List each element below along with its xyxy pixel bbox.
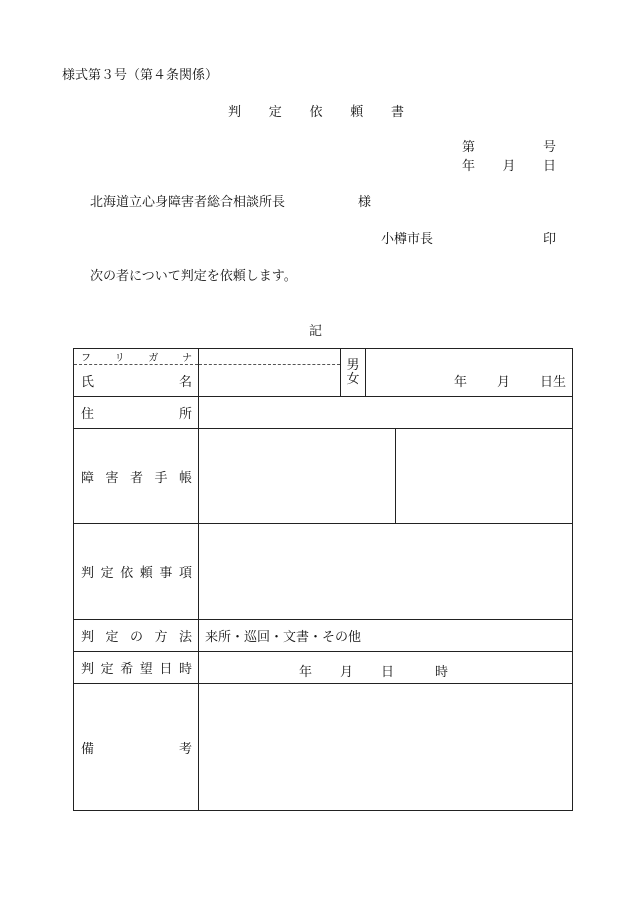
form-id: 様式第３号（第４条関係） xyxy=(62,68,219,83)
title-char: 依 xyxy=(309,105,323,120)
remarks-label-char: 考 xyxy=(178,741,192,757)
name-label-char: 名 xyxy=(178,375,192,390)
name-row xyxy=(74,349,573,397)
method-label-char: 法 xyxy=(178,630,192,645)
desired-date-label-char: 判 xyxy=(81,662,95,677)
number-prefix: 第 xyxy=(462,140,476,155)
request-text: 次の者について判定を依頼します。 xyxy=(90,269,297,284)
name-field[interactable] xyxy=(199,365,340,396)
request-items-label-char: 頼 xyxy=(139,566,153,581)
name-label xyxy=(74,365,198,396)
address-label-char: 住 xyxy=(81,407,95,422)
request-items-label-cell xyxy=(74,524,199,620)
handbook-label-char: 手 xyxy=(154,470,168,486)
request-items-label-char: 事 xyxy=(159,566,173,581)
birth-year: 年 xyxy=(453,375,467,390)
desired-date-label-cell xyxy=(74,652,199,684)
desired-date-label-char: 日 xyxy=(159,662,173,677)
desired-date-label-char: 時 xyxy=(178,662,192,677)
birth-day: 日生 xyxy=(540,375,567,390)
title-char: 定 xyxy=(268,105,282,120)
method-label-char: の xyxy=(129,630,143,645)
request-items-label-char: 項 xyxy=(178,566,192,581)
birth-month: 月 xyxy=(496,375,510,390)
title-char: 書 xyxy=(390,105,404,120)
furigana-char: ガ xyxy=(148,353,159,364)
title-char: 判 xyxy=(228,105,242,120)
sex-cell[interactable] xyxy=(341,349,366,397)
method-field[interactable] xyxy=(199,620,573,652)
method-label-char: 判 xyxy=(81,630,95,645)
handbook-label-char: 障 xyxy=(81,470,95,486)
handbook-field-left[interactable] xyxy=(199,429,396,524)
request-items-label-char: 依 xyxy=(120,566,134,581)
date-day: 日 xyxy=(542,159,556,174)
date-year: 年 xyxy=(462,159,476,174)
desired-day: 日 xyxy=(381,664,395,680)
request-items-row xyxy=(74,524,573,620)
method-label-cell xyxy=(74,620,199,652)
addressee-name: 北海道立心身障害者総合相談所長 xyxy=(90,195,286,210)
desired-time: 時 xyxy=(435,664,449,680)
desired-date-row xyxy=(74,652,573,684)
desired-date-label-char: 望 xyxy=(139,662,153,677)
sex-female: 女 xyxy=(346,371,360,387)
remarks-label-cell xyxy=(74,684,199,811)
handbook-field-right[interactable] xyxy=(396,429,573,524)
method-options: 来所・巡回・文書・その他 xyxy=(205,630,362,645)
ki-heading: 記 xyxy=(309,324,323,339)
date-month: 月 xyxy=(502,159,516,174)
desired-year: 年 xyxy=(299,664,313,680)
address-label-char: 所 xyxy=(178,407,192,422)
seal-mark: 印 xyxy=(543,232,557,247)
address-row xyxy=(74,397,573,429)
handbook-label-char: 者 xyxy=(129,470,143,486)
handbook-row xyxy=(74,429,573,524)
method-label-char: 定 xyxy=(105,630,119,645)
furigana-label xyxy=(74,349,198,365)
addressee-honorific: 様 xyxy=(358,195,372,210)
address-field[interactable] xyxy=(199,397,573,429)
desired-date-label-char: 希 xyxy=(120,662,134,677)
furigana-field[interactable] xyxy=(199,349,340,365)
method-label-char: 方 xyxy=(154,630,168,645)
document-number xyxy=(462,141,556,154)
sender-name: 小樽市長 xyxy=(381,232,434,247)
document-title xyxy=(228,106,404,119)
furigana-char: フ xyxy=(81,353,91,364)
remarks-label-char: 備 xyxy=(81,741,95,757)
number-suffix: 号 xyxy=(542,140,556,155)
furigana-char: ナ xyxy=(181,353,192,364)
desired-month: 月 xyxy=(340,664,354,680)
document-date xyxy=(462,160,556,173)
title-char: 頼 xyxy=(350,105,364,120)
request-items-label-char: 定 xyxy=(100,566,114,581)
desired-date-label-char: 定 xyxy=(100,662,114,677)
remarks-field[interactable] xyxy=(199,684,573,811)
sex-male: 男 xyxy=(346,357,360,373)
name-label-char: 氏 xyxy=(81,375,95,390)
handbook-label-cell xyxy=(74,429,199,524)
request-form-table xyxy=(73,348,573,811)
furigana-char: リ xyxy=(114,353,125,364)
name-value-cell[interactable] xyxy=(199,349,341,397)
request-items-label-char: 判 xyxy=(81,566,95,581)
birthdate-cell[interactable] xyxy=(366,349,573,397)
desired-date-field[interactable] xyxy=(199,652,573,684)
request-items-field[interactable] xyxy=(199,524,573,620)
remarks-row xyxy=(74,684,573,811)
handbook-label-char: 帳 xyxy=(178,470,192,486)
handbook-label-char: 害 xyxy=(105,470,119,486)
address-label-cell xyxy=(74,397,199,429)
method-row xyxy=(74,620,573,652)
name-label-cell xyxy=(74,349,199,397)
